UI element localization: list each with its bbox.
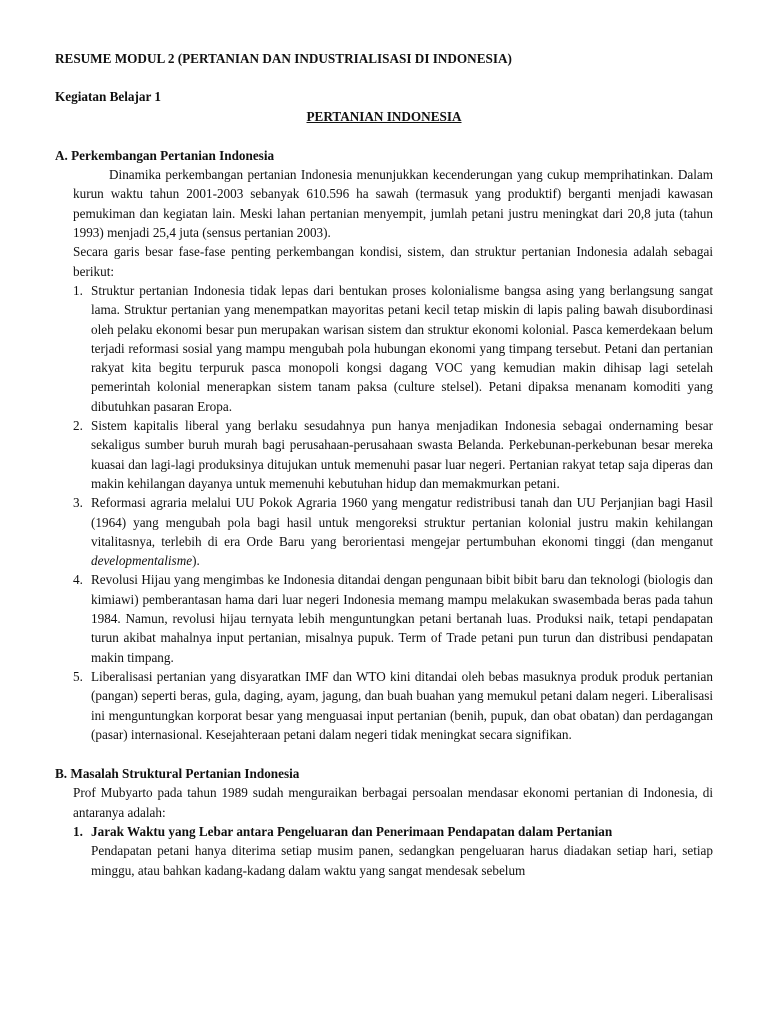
list-item-text: Struktur pertanian Indonesia tidak lepas dari bentukan proses kolonialisme bangsa asing yang berlangsung sangat lama. Struktur pertanian yang menempatkan mayoritas petani kecil tetap miskin di lapis paling bawah disubordinasi oleh pelaku ekonomi besar pun merupakan warisan sistem dan struktur ekonomi kolonial. Pasca kemerdekaan belum terjadi reformasi sosial yang mampu mengubah pola hubungan ekonomi yang timpang tersebut. Petani dan pertanian rakyat kita begitu terpuruk pasca monopoli kongsi dagang VOC yang kemudian makin dihisap lagi setelah pemerintah kolonial menerapkan sistem tanam paksa (culture stelsel). Petani dipaksa menanam komoditi yang dibutuhkan pasaran Eropa.	[91, 282, 713, 414]
numbered-list	[73, 281, 713, 744]
list-item	[73, 493, 713, 570]
section-b-body	[73, 783, 713, 879]
list-number: 4.	[73, 572, 83, 588]
list-number: 3.	[73, 495, 83, 511]
list-item	[73, 416, 713, 493]
list-item-italic: developmentalisme	[91, 553, 193, 569]
list-item	[73, 570, 713, 666]
list-item	[73, 667, 713, 744]
list-number: 2.	[73, 418, 83, 434]
paragraph: Prof Mubyarto pada tahun 1989 sudah menguraikan berbagai persoalan mendasar ekonomi pertanian di Indonesia, di antaranya adalah:	[73, 785, 713, 820]
paragraph: Dinamika perkembangan pertanian Indonesia menunjukkan kecenderungan yang cukup memprihatinkan. Dalam kurun waktu tahun 2001-2003 sebanyak 610.596 ha sawah (termasuk yang produktif) berganti menjadi kawasan pemukiman dan kegiatan lain. Meski lahan pertanian menyempit, jumlah petani justru meningkat dari 20,8 juta (tahun 1993) menjadi 25,4 juta (sensus pertanian 2003).	[73, 167, 713, 241]
list-number: 1.	[73, 282, 83, 298]
section-a-heading: A. Perkembangan Pertanian Indonesia	[55, 147, 275, 163]
list-number: 5.	[73, 668, 83, 684]
list-item-text: Reformasi agraria melalui UU Pokok Agraria 1960 yang mengatur redistribusi tanah dan UU Perjanjian bagi Hasil (1964) yang mengubah pola bagi hasil untuk mengoreksi struktur pertanian kolonial justru makin kehilangan vitalitasnya, terlebih di era Orde Baru yang berorientasi mengejar pertumbuhan ekonomi tinggi (dan menganut	[91, 495, 713, 549]
list-item	[73, 281, 713, 416]
subsection-number: 1.	[73, 823, 83, 839]
list-item-text: Revolusi Hijau yang mengimbas ke Indonesia ditandai dengan pengunaan bibit bibit baru dan teknologi (biologis dan kimiawi) pemberantasan hama dari luar negeri Indonesia memang mampu melakukan swasembada beras pada tahun 1984. Namun, revolusi hijau ternyata lebih menguntungkan petani bertanah luas. Produksi naik, tetapi pendapatan turun akibat mahalnya input pertanian, misalnya pupuk. Term of Trade petani pun turun dan distribusi pendapatan makin timpang.	[91, 572, 713, 665]
paragraph: Pendapatan petani hanya diterima setiap musim panen, sedangkan pengeluaran harus diadakan setiap hari, setiap minggu, atau bahkan kadang-kadang dalam waktu yang sangat mendesak sebelum	[91, 843, 713, 878]
section-a-body	[73, 165, 713, 744]
section-b-heading: B. Masalah Struktural Pertanian Indonesia	[55, 766, 300, 782]
list-item-text: Liberalisasi pertanian yang disyaratkan IMF dan WTO kini ditandai oleh bebas masuknya produk produk pertanian (pangan) seperti beras, gula, daging, ayam, jagung, dan buah buahan yang memukul petani dalam negeri. Liberalisasi ini menguntungkan korporat besar yang menguasai input pertanian (benih, pupuk, dan obat obatan) dan perdagangan (pasar) internasional. Kesejahteraan petani dalam negeri tidak meningkat secara signifikan.	[91, 668, 713, 742]
section-title: PERTANIAN INDONESIA	[306, 108, 462, 124]
kegiatan-belajar-label: Kegiatan Belajar 1	[55, 89, 161, 105]
list-item-text: Sistem kapitalis liberal yang berlaku sesudahnya pun hanya menjadikan Indonesia sebagai ondernaming besar sekaligus sumber buruh murah bagi perusahaan-perusahaan swasta Belanda. Perkebunan-perkebunan besar mereka kuasai dan lagi-lagi produksinya ditujukan untuk memenuhi pasar luar negeri. Pertanian rakyat tetap saja diperas dan makin kehilangan dayanya untuk memenuhi kebutuhan hidup dan memakmurkan petani.	[91, 418, 713, 491]
subsection-heading	[73, 822, 713, 841]
paragraph: Secara garis besar fase-fase penting perkembangan kondisi, sistem, dan struktur pertanian Indonesia adalah sebagai berikut:	[73, 244, 713, 279]
subsection-title: Jarak Waktu yang Lebar antara Pengeluaran dan Penerimaan Pendapatan dalam Pertanian	[91, 823, 613, 839]
list-item-tail: ).	[192, 553, 200, 569]
document-title: RESUME MODUL 2 (PERTANIAN DAN INDUSTRIALISASI DI INDONESIA)	[55, 51, 512, 66]
